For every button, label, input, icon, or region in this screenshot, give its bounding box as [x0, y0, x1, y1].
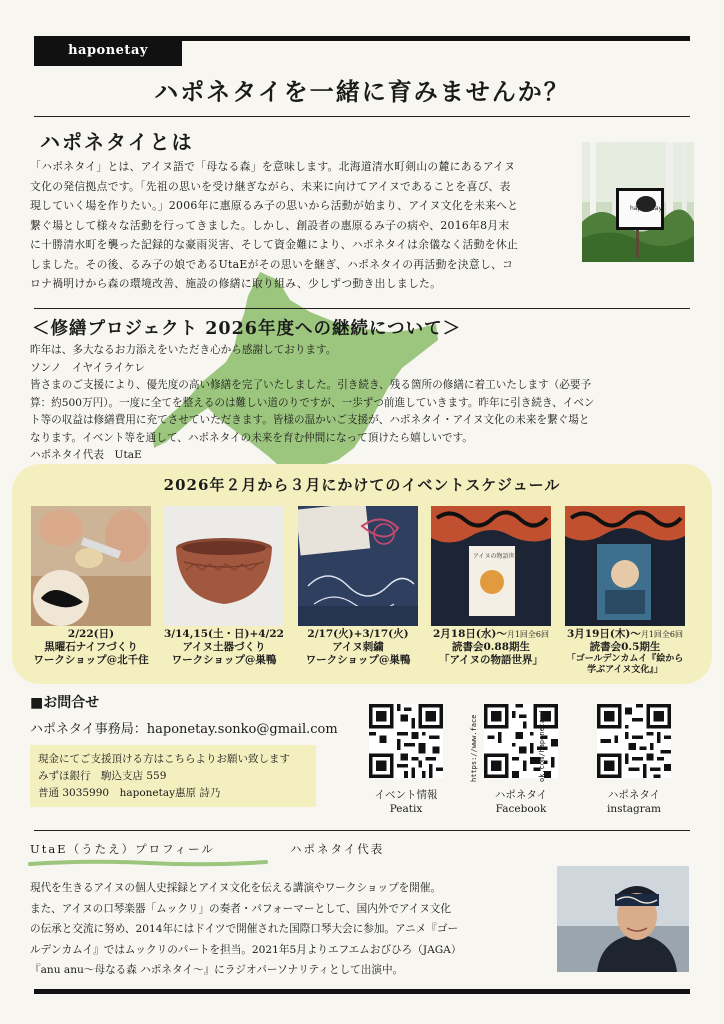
- project-line: ソンノ イヤイライケレ: [30, 361, 145, 374]
- event-subtitle: 「ゴールデンカムイ『絵から: [566, 654, 684, 664]
- forest-sign-photo: [582, 142, 694, 262]
- qr-caption-line: イベント情報: [374, 789, 438, 801]
- qr-caption-line: instagram: [607, 803, 661, 815]
- event-subtitle: 学ぶアイヌ文化』」: [587, 665, 663, 675]
- event-subtitle: 「アイヌの物語世界」: [438, 654, 544, 666]
- project-line: なります。イベント等を通して、ハポネタイの未来を育む仲間になって頂けたら嬉しいです。: [30, 431, 473, 444]
- bank-line: 現金にてご支援頂ける方はこちらよりお願い致します: [38, 753, 290, 765]
- about-body: [30, 157, 580, 294]
- event-venue: ワークショップ@巣鴨: [305, 654, 411, 666]
- bank-info-box: [30, 745, 316, 807]
- about-line: に十勝清水町を襲った記録的な豪雨災害、そして資金難により、ハポネタイは余儀なく活動を休止: [30, 238, 519, 251]
- about-line: ロナ禍明けから森の環境改善、施設の修繕に取り組み、少しずつ動き出しました。: [30, 277, 442, 290]
- divider: [34, 830, 690, 831]
- book-golden-kamuy-photo: [565, 506, 685, 626]
- event-caption-obsidian: [21, 628, 161, 667]
- page-title: ハポネタイを一緒に育みませんか？: [154, 77, 570, 106]
- qr-caption-line: Peatix: [389, 803, 423, 815]
- project-line: 算：約500万円）。一度に全てを整えるのは難しい道のりですが、一歩ずつ前進していきます。昨年に引き続き、イベン: [30, 396, 595, 409]
- event-venue: ワークショップ@巣鴨: [171, 654, 277, 666]
- divider: [34, 308, 690, 309]
- about-heading: ハポネタイとは: [40, 130, 194, 154]
- brand-label: haponetay: [34, 36, 182, 66]
- office-label: ハポネタイ事務局：: [30, 722, 147, 737]
- event-title: アイヌ土器づくり: [182, 641, 266, 653]
- qr-caption-line: Facebook: [495, 803, 547, 815]
- profile-line: また、アイヌの口琴楽器「ムックリ」の奏者・パフォーマーとして、国内外でアイヌ文化: [30, 902, 451, 915]
- about-line: しました。その後、るみ子の娘であるUtaEがその思いを継ぎ、ハポネタイの再活動を決意し、コ: [30, 257, 514, 271]
- about-line: 繋ぐ場として様々な活動を行ってきました。しかし、創設者の惠原るみ子の病や、2016年8月末: [30, 218, 510, 232]
- project-line: 皆さまのご支援により、優先度の高い修繕を完了いたしました。引き続き、残る箇所の修繕に着工いたします（必要予: [30, 379, 592, 391]
- project-body: [30, 342, 696, 465]
- event-title: 黒曜石ナイフづくり: [44, 641, 138, 653]
- qr-caption-line: ハポネタイ: [494, 789, 548, 801]
- profile-line: の伝承と交流に努め、2014年にはドイツで開催された国際口琴大会に参加。アニメ『ゴー: [30, 923, 459, 935]
- event-title: アイヌ刺繍: [332, 641, 384, 653]
- bank-line: みずほ銀行 駒込支店 559: [38, 770, 167, 782]
- sign-text: haponetay: [630, 205, 663, 212]
- event-date: 2月18日(水)〜月1回全6回: [432, 628, 550, 640]
- profile-heading: UtaE（うたえ）プロフィール: [30, 842, 215, 856]
- profile-role: ハポネタイ代表: [290, 842, 385, 856]
- event-date: 2/22(日): [67, 628, 115, 640]
- book-cover-title: アイヌの物語世界: [473, 553, 521, 560]
- event-title: 読書会0.5期生: [589, 641, 661, 653]
- clay-pottery-photo: [164, 506, 284, 626]
- qr-caption-peatix: [356, 788, 456, 816]
- qr-caption-instagram: [584, 788, 684, 816]
- ainu-embroidery-photo: [298, 506, 418, 626]
- bottom-rule: [34, 989, 690, 994]
- project-signature: ハポネタイ代表 UtaE: [30, 449, 142, 461]
- event-caption-pottery: [154, 628, 294, 667]
- qr-caption-facebook: [471, 788, 571, 816]
- project-line: 昨年は、多大なるお力添えをいただき心から感謝しております。: [30, 344, 337, 356]
- event-date: 3月19日(木)〜月1回全6回: [566, 628, 684, 640]
- contact-email-line: [30, 718, 338, 737]
- profile-body: [30, 878, 550, 981]
- event-title: 読書会0.88期生: [451, 641, 531, 653]
- qr-caption-line: ハポネタイ: [607, 789, 661, 801]
- qr-code-peatix[interactable]: [369, 704, 443, 778]
- bank-line: 普通 3035990 haponetay惠原 詩乃: [38, 787, 221, 799]
- qr-code-instagram[interactable]: [597, 704, 671, 778]
- project-heading: ＜修繕プロジェクト 2026年度への継続について＞: [32, 319, 462, 339]
- event-date: 2/17(火)+3/17(火): [307, 628, 409, 640]
- contact-email-link[interactable]: haponetay.sonko@gmail.com: [146, 722, 338, 737]
- utae-portrait-photo: [557, 866, 689, 972]
- event-caption-reading-088: [421, 628, 561, 667]
- project-line: ト等の収益は修繕費用に充てさせていただきます。皆様の温かいご支援が、ハポネタイ・アイヌ文化の未来を繋ぐ場と: [30, 414, 590, 426]
- profile-line: 『anu anu〜母なる森 ハポネタイ〜』にラジオパーソナリティとして出演中。: [30, 964, 404, 976]
- event-caption-reading-05: [555, 628, 695, 676]
- about-line: 現していく場を作りたい。」2006年に惠原るみ子の思いから活動が始まり、アイヌ文化を未来へと: [30, 199, 519, 212]
- contact-heading: ■お問合せ: [30, 695, 100, 711]
- green-brush-underline: [28, 858, 268, 868]
- event-caption-embroidery: [288, 628, 428, 667]
- facebook-url-fragment-right: ok.com/haponetay/: [538, 710, 546, 782]
- book-ainu-stories-photo: [431, 506, 551, 626]
- schedule-heading: 2026年２月から３月にかけてのイベントスケジュール: [163, 476, 561, 494]
- about-line: 文化の発信拠点です。「先祖の思いを受け継ぎながら、未来に向けてアイヌであることを喜び、表: [30, 179, 511, 193]
- event-date: 3/14,15(土・日)+4/22: [163, 628, 284, 640]
- obsidian-knife-photo: [31, 506, 151, 626]
- facebook-url-fragment-left: https://www.face: [470, 714, 478, 782]
- profile-line: 現代を生きるアイヌの個人史採録とアイヌ文化を伝える講演やワークショップを開催。: [30, 882, 442, 894]
- divider: [34, 116, 690, 117]
- profile-line: ルデンカムイ』ではムックリのパートを担当。2021年5月よりエフエムおびひろ（JAGA）: [30, 943, 462, 956]
- about-line: 「ハポネタイ」とは、アイヌ語で「母なる森」を意味します。北海道清水町剣山の麓にあるアイヌ: [30, 160, 516, 173]
- event-venue: ワークショップ@北千住: [33, 654, 149, 666]
